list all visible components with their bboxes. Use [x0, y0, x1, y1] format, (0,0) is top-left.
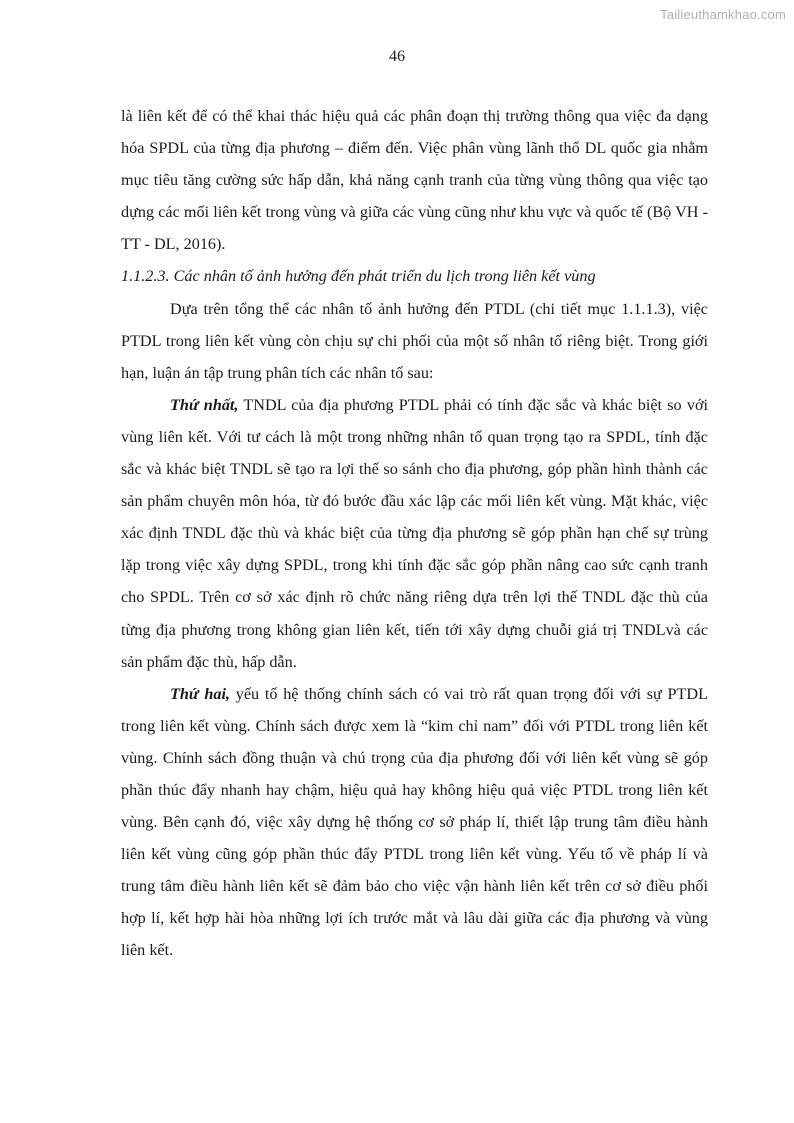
- factor-two-text: yếu tố hệ thống chính sách có vai trò rất quan trọng đối với sự PTDL trong liên kết vùng. Chính sách được xem là “kim chỉ nam” đối với PTDL trong liên kết vùng. Chính sách đồng thuận và chú trọng của địa phương đối với liên kết vùng sẽ góp phần thúc đẩy nhanh hay chậm, hiệu quả hay không hiệu quả việc PTDL trong liên kết vùng. Bên cạnh đó, việc xây dựng hệ thống cơ sở pháp lí, thiết lập trung tâm điều hành liên kết vùng cũng góp phần thúc đẩy PTDL trong liên kết vùng. Yếu tố về pháp lí và trung tâm điều hành liên kết sẽ đảm bảo cho việc vận hành liên kết trên cơ sở điều phối hợp lí, kết hợp hài hòa những lợi ích trước mắt và lâu dài giữa các địa phương và vùng liên kết.: [121, 684, 708, 960]
- paragraph-factor-one: [121, 389, 708, 678]
- page-number: 46: [389, 48, 405, 65]
- watermark: Tailieuthamkhao.com: [660, 7, 786, 22]
- paragraph-factor-two: [121, 678, 708, 967]
- factor-two-lead: Thứ hai,: [170, 684, 230, 703]
- factor-one-lead: Thứ nhất,: [170, 395, 239, 414]
- section-heading: 1.1.2.3. Các nhân tố ảnh hưởng đến phát triển du lịch trong liên kết vùng: [121, 267, 596, 286]
- factor-one-text: TNDL của địa phương PTDL phải có tính đặc sắc và khác biệt so với vùng liên kết. Với tư cách là một trong những nhân tố quan trọng tạo ra SPDL, tính đặc sắc và khác biệt TNDL sẽ tạo ra lợi thế so sánh cho địa phương, góp phần hình thành các sản phẩm chuyên môn hóa, từ đó bước đầu xác lập các mối liên kết vùng. Mặt khác, việc xác định TNDL đặc thù và khác biệt của từng địa phương sẽ góp phần hạn chế sự trùng lặp trong việc xây dựng SPDL, trong khi tính đặc sắc góp phần nâng cao sức cạnh tranh cho SPDL. Trên cơ sở xác định rõ chức năng riêng dựa trên lợi thế TNDL đặc thù của từng địa phương trong không gian liên kết, tiến tới xây dựng chuỗi giá trị TNDLvà các sản phẩm đặc thù, hấp dẫn.: [121, 395, 709, 671]
- document-body: [121, 100, 708, 967]
- paragraph-intro: Dựa trên tổng thể các nhân tố ảnh hưởng đến PTDL (chi tiết mục 1.1.1.3), việc PTDL trong liên kết vùng còn chịu sự chi phối của một số nhân tố riêng biệt. Trong giới hạn, luận án tập trung phân tích các nhân tố sau:: [121, 299, 708, 382]
- paragraph-continuation: là liên kết để có thể khai thác hiệu quả các phân đoạn thị trường thông qua việc đa dạng hóa SPDL của từng địa phương – điểm đến. Việc phân vùng lãnh thổ DL quốc gia nhằm mục tiêu tăng cường sức hấp dẫn, khả năng cạnh tranh của từng vùng thông qua việc tạo dựng các mối liên kết trong vùng và giữa các vùng cũng như khu vực và quốc tế (Bộ VH - TT - DL, 2016).: [121, 107, 708, 254]
